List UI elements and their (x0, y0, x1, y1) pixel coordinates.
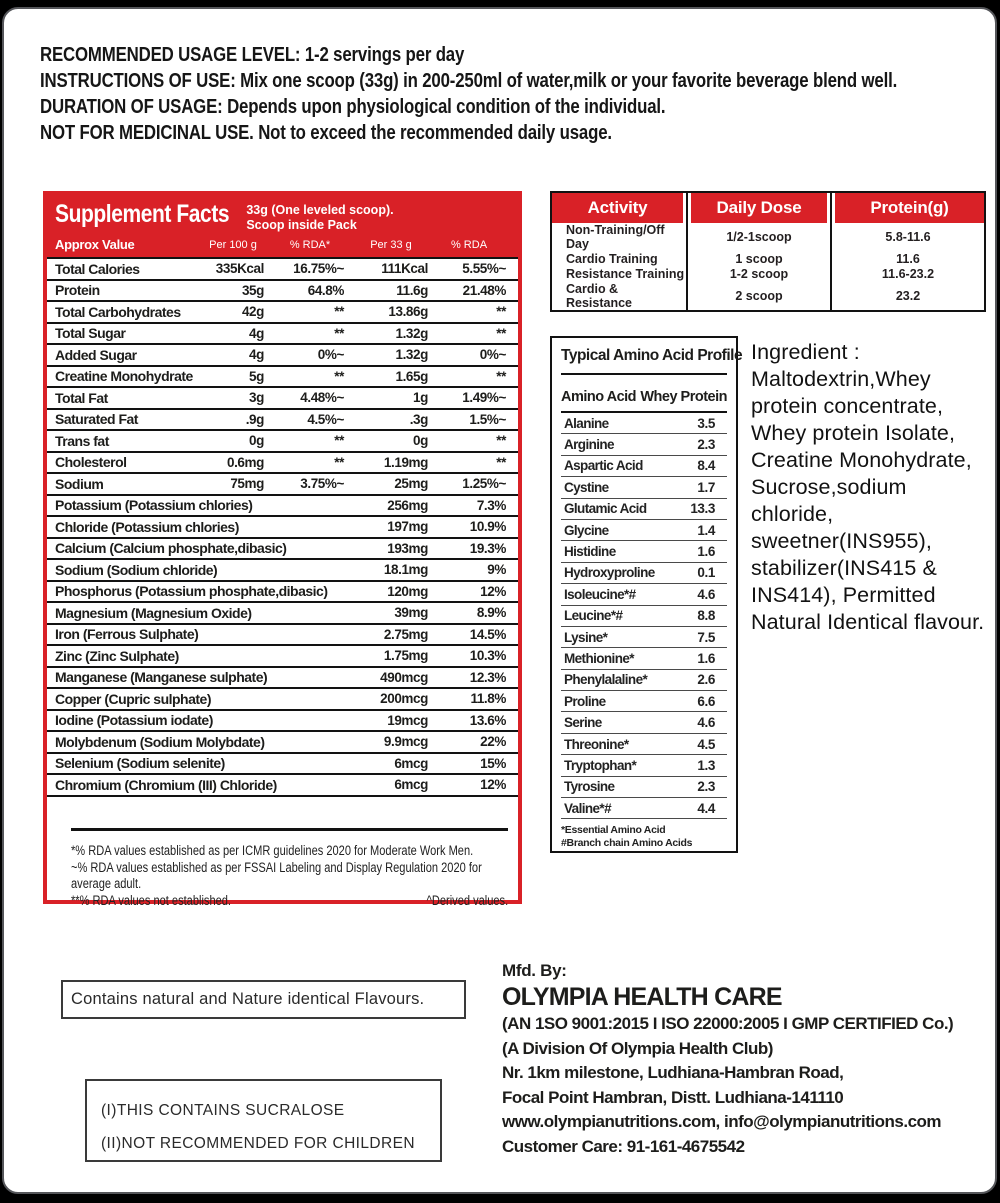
activity-dose-table (550, 191, 986, 312)
activity-header-cell (830, 193, 984, 223)
amino-footnote: *Essential Amino Acid (561, 824, 666, 837)
value-per-100g: 0g (249, 433, 264, 449)
amino-acid-row (561, 606, 727, 627)
amino-footnote: #Branch chain Amino Acids (561, 837, 693, 850)
value-rda-100g: 16.75%~ (293, 261, 344, 277)
supplement-facts-footnotes (71, 828, 508, 909)
supplement-row (47, 539, 518, 561)
activity-cell: Cardio Training (566, 251, 658, 266)
nutrient-name: Chloride (Potassium chlories) (55, 518, 239, 535)
nutrient-name: Zinc (Zinc Sulphate) (55, 647, 179, 664)
amino-acid-name: Lysine* (564, 629, 608, 645)
amino-acid-value: 4.5 (697, 736, 715, 752)
supplement-row (47, 646, 518, 668)
nutrient-name: Selenium (Sodium selenite) (55, 755, 225, 772)
amino-acid-row (561, 627, 727, 648)
manufacturer-lines (502, 1012, 987, 1159)
supplement-facts-table (43, 191, 522, 908)
value-rda-33g: 12% (480, 583, 506, 599)
supplement-row (47, 410, 518, 432)
value-per-33g: 256mg (387, 497, 428, 513)
amino-acid-value: 2.6 (697, 672, 715, 688)
activity-header-cell (686, 193, 830, 223)
value-per-100g: 4g (249, 347, 264, 363)
nutrient-name: Molybdenum (Sodium Molybdate) (55, 733, 265, 750)
serving-info-line2: Scoop inside Pack (246, 218, 357, 232)
supplement-row (47, 281, 518, 303)
supplement-row (47, 345, 518, 367)
value-per-33g: 0g (413, 433, 428, 449)
value-per-100g: 5g (249, 368, 264, 384)
footnote-line: **% RDA values not established. (71, 892, 232, 908)
value-rda-33g: 22% (480, 734, 506, 750)
amino-acid-value: 4.6 (697, 715, 715, 731)
nutrient-name: Calcium (Calcium phosphate,dibasic) (55, 540, 287, 557)
amino-acid-name: Tryptophan* (564, 757, 637, 773)
amino-acid-value: 2.3 (697, 779, 715, 795)
flavour-note-text: Contains natural and Nature identical Flavours. (71, 990, 425, 1008)
activity-cell: 11.6-23.2 (830, 267, 984, 283)
nutrient-name: Sodium (55, 475, 104, 492)
value-rda-33g: 12% (480, 777, 506, 793)
amino-acid-row (561, 477, 727, 498)
value-rda-33g: 0%~ (479, 347, 506, 363)
value-rda-100g: 4.48%~ (300, 390, 344, 406)
activity-cell: 11.6 (830, 251, 984, 267)
amino-acid-name: Valine*# (564, 800, 611, 816)
amino-acid-name: Proline (564, 693, 606, 709)
value-per-33g: 1.65g (395, 368, 428, 384)
nutrient-name: Iron (Ferrous Sulphate) (55, 626, 199, 643)
footnote-line: ~% RDA values established as per FSSAI Labeling and Display Regulation 2020 for average adult. (71, 859, 482, 891)
value-rda-100g: 0%~ (317, 347, 344, 363)
value-per-33g: 1.19mg (383, 454, 428, 470)
supplement-column-header: Per 33 g (370, 238, 412, 251)
value-per-100g: 75mg (230, 476, 264, 492)
nutrient-name: Added Sugar (55, 346, 137, 363)
footnote-line-last (71, 893, 508, 910)
activity-cell: 1/2-1scoop (686, 223, 830, 251)
value-per-100g: 335Kcal (215, 261, 264, 277)
value-rda-33g: 1.5%~ (469, 411, 506, 427)
activity-cell: Non-Training/Off Day (566, 223, 665, 251)
manufacturer-line: (A Division Of Olympia Health Club) (502, 1038, 773, 1058)
value-per-33g: 111Kcal (381, 261, 428, 277)
amino-acid-name: Aspartic Acid (564, 458, 643, 474)
activity-cell: 5.8-11.6 (830, 223, 984, 251)
nutrient-name: Total Carbohydrates (55, 303, 181, 320)
amino-acid-value: 7.5 (697, 629, 715, 645)
value-rda-33g: 15% (480, 755, 506, 771)
amino-col-name: Amino Acid (561, 389, 637, 405)
amino-acid-row (561, 413, 727, 434)
value-rda-100g: 3.75%~ (300, 476, 344, 492)
nutrient-name: Magnesium (Magnesium Oxide) (55, 604, 252, 621)
amino-acid-row (561, 691, 727, 712)
value-per-33g: 120mg (387, 583, 428, 599)
value-per-33g: 6mcg (394, 755, 428, 771)
footnote-line: *% RDA values established as per ICMR guidelines 2020 for Moderate Work Men. (71, 843, 474, 858)
amino-acid-row (561, 755, 727, 776)
nutrient-name: Cholesterol (55, 454, 127, 471)
value-per-100g: 0.6mg (226, 454, 264, 470)
amino-acid-name: Arginine (564, 437, 614, 453)
amino-acid-value: 1.7 (697, 479, 715, 495)
value-per-33g: 200mcg (380, 691, 428, 707)
amino-acid-value: 4.4 (697, 800, 715, 816)
label-card (2, 7, 997, 1194)
supplement-facts-column-headers (55, 233, 510, 257)
value-rda-33g: ** (496, 368, 506, 384)
value-rda-33g: 19.3% (469, 540, 506, 556)
footnote-lines (71, 843, 508, 909)
value-rda-33g: 1.25%~ (462, 476, 506, 492)
nutrient-name: Sodium (Sodium chloride) (55, 561, 218, 578)
usage-line: DURATION OF USAGE: Depends upon physiological condition of the individual. (40, 95, 666, 118)
value-rda-100g: ** (334, 368, 344, 384)
activity-header-cell (552, 193, 686, 223)
manufacturer-line: www.olympianutritions.com, info@olympianutritions.com (502, 1112, 942, 1131)
supplement-row (47, 324, 518, 346)
nutrient-name: Total Calories (55, 260, 140, 277)
value-per-33g: 13.86g (388, 304, 428, 320)
value-per-33g: 1g (413, 390, 428, 406)
amino-col-value: Whey Protein (640, 389, 727, 405)
nutrient-name: Total Sugar (55, 325, 126, 342)
value-rda-33g: 10.3% (469, 648, 506, 664)
value-rda-33g: 14.5% (469, 626, 506, 642)
value-rda-33g: ** (496, 433, 506, 449)
value-per-33g: 25mg (394, 476, 428, 492)
nutrient-name: Creatine Monohydrate (55, 368, 193, 385)
supplement-row (47, 560, 518, 582)
value-per-100g: 4g (249, 325, 264, 341)
amino-acid-row (561, 499, 727, 520)
amino-acid-column-headers (561, 389, 727, 413)
manufacturer-block (502, 960, 987, 1159)
supplement-row (47, 453, 518, 475)
amino-acid-row (561, 541, 727, 562)
amino-acid-name: Hydroxyproline (564, 565, 655, 581)
value-per-33g: 39mg (394, 605, 428, 621)
value-rda-33g: 11.8% (470, 691, 506, 707)
usage-line: NOT FOR MEDICINAL USE. Not to exceed the recommended daily usage. (40, 121, 612, 144)
nutrient-name: Manganese (Manganese sulphate) (55, 669, 268, 686)
amino-acid-name: Serine (564, 715, 602, 731)
value-rda-33g: 10.9% (469, 519, 506, 535)
supplement-row (47, 259, 518, 281)
supplement-column-header: % RDA* (289, 238, 331, 251)
supplement-row (47, 474, 518, 496)
warnings-box (85, 1079, 442, 1162)
amino-acid-title: Typical Amino Acid Profile (561, 347, 727, 375)
supplement-row (47, 754, 518, 776)
value-rda-100g: 64.8% (307, 282, 344, 298)
nutrient-name: Iodine (Potassium iodate) (55, 712, 213, 729)
value-rda-33g: ** (496, 325, 506, 341)
flavour-note-box (61, 980, 466, 1019)
activity-cell: 1-2 scoop (686, 267, 830, 283)
supplement-row (47, 668, 518, 690)
amino-acid-row (561, 798, 727, 819)
amino-acid-name: Leucine*# (564, 608, 623, 624)
value-rda-100g: ** (334, 304, 344, 320)
ingredients-text: Ingredient : Maltodextrin,Whey protein concentrate, Whey protein Isolate, Creatine Monohydrate, Sucrose,sodium chloride, sweetner(INS955), stabilizer(INS415 & INS414), Permitted Natural Identical flavour. (751, 340, 985, 634)
value-rda-33g: ** (496, 304, 506, 320)
amino-acid-value: 1.3 (697, 757, 715, 773)
activity-header-label: Daily Dose (691, 193, 827, 223)
manufacturer-line: (AN 1SO 9001:2015 I ISO 22000:2005 I GMP CERTIFIED Co.) (502, 1014, 954, 1033)
amino-acid-name: Glycine (564, 522, 609, 538)
amino-acid-name: Glutamic Acid (564, 501, 647, 517)
amino-acid-row (561, 456, 727, 477)
supplement-row (47, 517, 518, 539)
value-rda-33g: 7.3% (476, 497, 506, 513)
value-per-33g: 6mcg (394, 777, 428, 793)
value-rda-33g: 21.48% (462, 282, 506, 298)
nutrient-name: Phosphorus (Potassium phosphate,dibasic) (55, 583, 328, 600)
amino-acid-name: Methionine* (564, 650, 634, 666)
supplement-row (47, 603, 518, 625)
amino-acid-value: 0.1 (697, 565, 715, 581)
supplement-row (47, 388, 518, 410)
supplement-row (47, 431, 518, 453)
value-rda-33g: 13.6% (469, 712, 506, 728)
serving-info-line1: 33g (One leveled scoop). (246, 203, 394, 217)
activity-header-label: Activity (552, 193, 683, 223)
value-per-33g: .3g (409, 411, 428, 427)
value-rda-100g: ** (334, 454, 344, 470)
activity-cell: 2 scoop (686, 282, 830, 310)
amino-acid-value: 1.6 (697, 544, 715, 560)
nutrient-name: Copper (Cupric sulphate) (55, 690, 212, 707)
supplement-row (47, 367, 518, 389)
value-rda-33g: 5.55%~ (462, 261, 506, 277)
value-per-33g: 1.32g (395, 325, 428, 341)
manufacturer-prefix: Mfd. By: (502, 961, 567, 980)
supplement-column-header: Approx Value (55, 237, 135, 252)
activity-cell: Cardio & Resistance (566, 282, 633, 310)
supplement-row (47, 625, 518, 647)
value-per-100g: 35g (241, 282, 264, 298)
activity-cell: 23.2 (830, 282, 984, 310)
value-rda-100g: ** (334, 325, 344, 341)
supplement-facts-body (47, 257, 518, 797)
amino-acid-name: Alanine (564, 415, 609, 431)
value-rda-33g: 12.3% (469, 669, 506, 685)
value-per-33g: 9.9mcg (383, 734, 428, 750)
activity-cell: Resistance Training (566, 267, 685, 282)
nutrient-name: Trans fat (55, 432, 109, 449)
supplement-facts-title: Supplement Facts (55, 200, 230, 228)
value-rda-100g: ** (334, 433, 344, 449)
value-per-33g: 490mcg (380, 669, 428, 685)
amino-acid-row (561, 563, 727, 584)
value-per-100g: 3g (249, 390, 264, 406)
supplement-row (47, 496, 518, 518)
serving-info (246, 200, 393, 233)
amino-acid-value: 6.6 (697, 693, 715, 709)
amino-acid-name: Tyrosine (564, 779, 615, 795)
supplement-column-header: % RDA (450, 238, 488, 251)
manufacturer-line: Customer Care: 91-161-4675542 (502, 1136, 745, 1156)
amino-acid-footnotes (561, 824, 727, 850)
manufacturer-name: OLYMPIA HEALTH CARE (502, 983, 782, 1011)
amino-acid-name: Cystine (564, 479, 609, 495)
manufacturer-line: Focal Point Hambran, Distt. Ludhiana-141110 (502, 1087, 844, 1107)
supplement-row (47, 711, 518, 733)
nutrient-name: Potassium (Potassium chlories) (55, 497, 253, 514)
value-rda-33g: 1.49%~ (462, 390, 506, 406)
value-per-33g: 2.75mg (383, 626, 428, 642)
value-per-33g: 11.6g (396, 282, 428, 298)
amino-acid-value: 8.4 (697, 458, 715, 474)
amino-acid-value: 2.3 (697, 437, 715, 453)
warning-line: (II)NOT RECOMMENDED FOR CHILDREN (101, 1135, 415, 1152)
amino-acid-name: Isoleucine*# (564, 586, 636, 602)
amino-acid-name: Phenylalaline* (564, 672, 648, 688)
amino-acid-value: 1.4 (697, 522, 715, 538)
amino-acid-value: 8.8 (697, 608, 715, 624)
supplement-row (47, 689, 518, 711)
value-per-33g: 1.75mg (383, 648, 428, 664)
amino-acid-row (561, 777, 727, 798)
amino-acid-row (561, 712, 727, 733)
value-rda-33g: ** (496, 454, 506, 470)
nutrient-name: Chromium (Chromium (III) Chloride) (55, 776, 277, 793)
value-per-33g: 19mcg (387, 712, 428, 728)
value-per-33g: 18.1mg (383, 562, 428, 578)
footnote-divider (71, 828, 508, 831)
amino-acid-value: 3.5 (697, 415, 715, 431)
amino-acid-rows (561, 413, 727, 819)
nutrient-name: Protein (55, 282, 100, 299)
value-per-33g: 193mg (387, 540, 428, 556)
amino-acid-row (561, 670, 727, 691)
warning-line: (I)THIS CONTAINS SUCRALOSE (101, 1102, 345, 1119)
amino-acid-name: Threonine* (564, 736, 629, 752)
amino-acid-row (561, 520, 727, 541)
value-per-33g: 197mg (387, 519, 428, 535)
amino-acid-row (561, 434, 727, 455)
usage-line: RECOMMENDED USAGE LEVEL: 1-2 servings per day (40, 43, 465, 66)
value-per-100g: 42g (241, 304, 264, 320)
amino-acid-profile-table (550, 336, 743, 853)
value-rda-33g: 9% (487, 562, 506, 578)
value-rda-33g: 8.9% (476, 605, 506, 621)
supplement-column-header: Per 100 g (209, 238, 257, 251)
amino-acid-row (561, 734, 727, 755)
supplement-row (47, 732, 518, 754)
amino-acid-row (561, 584, 727, 605)
nutrient-name: Saturated Fat (55, 411, 138, 428)
derived-values-note: ^Derived values. (426, 892, 509, 908)
amino-acid-value: 1.6 (697, 650, 715, 666)
supplement-facts-header (47, 195, 518, 257)
value-per-100g: .9g (245, 411, 264, 427)
supplement-row (47, 302, 518, 324)
amino-acid-value: 13.3 (690, 501, 715, 517)
usage-instructions (40, 42, 1000, 146)
amino-acid-value: 4.6 (697, 586, 715, 602)
amino-acid-name: Histidine (564, 544, 616, 560)
supplement-row (47, 582, 518, 604)
usage-line: INSTRUCTIONS OF USE: Mix one scoop (33g) in 200-250ml of water,milk or your favorite beverage blend well. (40, 69, 898, 92)
nutrient-name: Total Fat (55, 389, 108, 406)
manufacturer-line: Nr. 1km milestone, Ludhiana-Hambran Road, (502, 1063, 844, 1082)
activity-header-label: Protein(g) (835, 193, 984, 223)
activity-cell: 1 scoop (686, 251, 830, 267)
amino-acid-row (561, 648, 727, 669)
value-rda-100g: 4.5%~ (307, 411, 344, 427)
value-per-33g: 1.32g (395, 347, 428, 363)
supplement-row (47, 775, 518, 797)
